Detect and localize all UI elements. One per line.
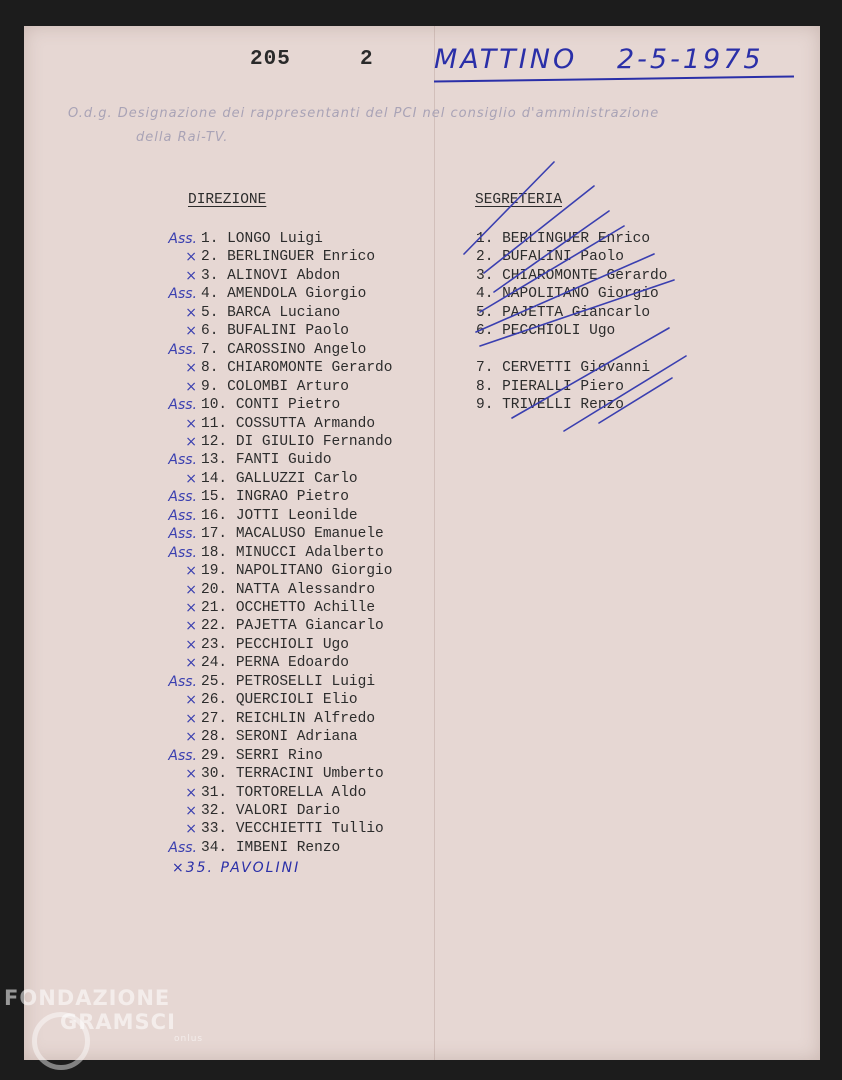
attendance-mark: × bbox=[185, 415, 197, 432]
member-name: CERVETTI Giovanni bbox=[502, 360, 651, 377]
member-name: ALINOVI Abdon bbox=[227, 267, 341, 284]
member-number: 25. bbox=[201, 673, 228, 690]
member-name: CHIAROMONTE Gerardo bbox=[227, 360, 393, 377]
member-name: INGRAO Pietro bbox=[235, 489, 349, 506]
member-number: 6. bbox=[201, 323, 219, 340]
direzione-member-row bbox=[185, 359, 393, 378]
direzione-member-row bbox=[168, 488, 349, 507]
member-name: MINUCCI Adalberto bbox=[235, 544, 384, 561]
direzione-member-row bbox=[185, 433, 393, 452]
meeting-date: 2-5-1975 bbox=[617, 44, 764, 75]
direzione-member-row bbox=[185, 728, 358, 747]
direzione-member-row bbox=[185, 784, 367, 803]
direzione-member-row bbox=[185, 599, 376, 618]
attendance-mark: Ass. bbox=[168, 747, 197, 764]
direzione-member-row bbox=[168, 839, 341, 858]
member-number: 5. bbox=[201, 304, 219, 321]
attendance-mark: × bbox=[185, 636, 197, 653]
member-name: BUFALINI Paolo bbox=[502, 249, 624, 266]
member-name: BERLINGUER Enrico bbox=[502, 231, 651, 247]
member-number: 9. bbox=[201, 378, 219, 395]
segreteria-member-row bbox=[476, 378, 624, 397]
attendance-mark: × bbox=[185, 581, 197, 598]
agenda-line-1: O.d.g. Designazione dei rappresentanti del PCI nel consiglio d'amministrazione bbox=[68, 106, 660, 121]
direzione-member-row bbox=[185, 820, 384, 839]
direzione-member-row bbox=[168, 673, 376, 692]
direzione-member-row bbox=[185, 562, 393, 581]
direzione-member-row bbox=[185, 654, 349, 673]
segreteria-strikethrough-marks bbox=[24, 26, 820, 1060]
member-number: 8. bbox=[201, 360, 219, 377]
attendance-mark: × bbox=[185, 323, 197, 340]
document-sheet bbox=[24, 26, 820, 1060]
member-name: CONTI Pietro bbox=[235, 397, 341, 414]
member-name: PAJETTA Giancarlo bbox=[235, 618, 384, 635]
direzione-member-row bbox=[185, 378, 349, 397]
member-name: COLOMBI Arturo bbox=[227, 378, 349, 395]
direzione-member-row bbox=[185, 267, 341, 286]
member-number: 22. bbox=[201, 618, 228, 635]
member-name: PIERALLI Piero bbox=[502, 378, 624, 395]
attendance-mark: Ass. bbox=[168, 341, 197, 358]
direzione-member-row bbox=[185, 470, 358, 489]
member-name: MACALUSO Emanuele bbox=[235, 526, 384, 543]
member-name: VALORI Dario bbox=[235, 802, 341, 819]
member-number: 9. bbox=[476, 397, 494, 414]
member-number: 31. bbox=[201, 784, 228, 801]
attendance-mark: Ass. bbox=[168, 839, 197, 856]
attendance-mark: × bbox=[185, 267, 197, 284]
member-name: COSSUTTA Armando bbox=[235, 415, 376, 432]
attendance-mark: × bbox=[185, 692, 197, 709]
member-number: 1. bbox=[201, 231, 219, 247]
member-name: DI GIULIO Fernando bbox=[235, 433, 393, 450]
direzione-member-row bbox=[185, 765, 384, 784]
member-number: 12. bbox=[201, 433, 228, 450]
member-number: 2. bbox=[201, 249, 219, 266]
segreteria-member-row bbox=[476, 267, 667, 286]
member-name: GALLUZZI Carlo bbox=[235, 470, 358, 487]
page-number: 2 bbox=[360, 48, 374, 71]
attendance-mark: × bbox=[185, 766, 197, 783]
segreteria-member-row bbox=[476, 285, 659, 304]
member-number: 32. bbox=[201, 802, 228, 819]
attendance-mark: Ass. bbox=[168, 489, 197, 506]
attendance-mark: × bbox=[185, 470, 197, 487]
attendance-mark: Ass. bbox=[168, 397, 197, 414]
member-number: 13. bbox=[201, 452, 228, 469]
member-number: 4. bbox=[476, 286, 494, 303]
direzione-member-row bbox=[185, 581, 376, 600]
direzione-member-row bbox=[168, 747, 323, 766]
attendance-mark: Ass. bbox=[168, 544, 197, 561]
attendance-mark: × bbox=[185, 710, 197, 727]
attendance-mark: × bbox=[185, 563, 197, 580]
direzione-member-row bbox=[168, 451, 332, 470]
member-number: 8. bbox=[476, 378, 494, 395]
attendance-mark: Ass. bbox=[168, 673, 197, 690]
member-number: 10. bbox=[201, 397, 228, 414]
member-name: CAROSSINO Angelo bbox=[227, 341, 367, 358]
member-number: 20. bbox=[201, 581, 228, 598]
member-number: 11. bbox=[201, 415, 228, 432]
member-name: PECCHIOLI Ugo bbox=[235, 636, 349, 653]
segreteria-member-row bbox=[476, 248, 624, 267]
direzione-member-row bbox=[168, 285, 367, 304]
member-name: OCCHETTO Achille bbox=[235, 600, 376, 616]
watermark-line3: onlus bbox=[174, 1034, 204, 1044]
attendance-mark: Ass. bbox=[168, 286, 197, 303]
member-number: 23. bbox=[201, 636, 228, 653]
attendance-mark: × bbox=[185, 249, 197, 266]
attendance-mark: × bbox=[185, 618, 197, 635]
watermark-line2: GRAMSCI bbox=[60, 1010, 176, 1034]
attendance-mark: Ass. bbox=[168, 452, 197, 469]
direzione-heading: DIREZIONE bbox=[188, 192, 267, 208]
member-number: 33. bbox=[201, 821, 228, 838]
direzione-member-row bbox=[185, 636, 349, 655]
member-name: BARCA Luciano bbox=[227, 304, 341, 321]
member-number: 1. bbox=[476, 231, 494, 247]
member-name: LONGO Luigi bbox=[227, 231, 323, 247]
member-number: 28. bbox=[201, 729, 228, 746]
member-name: PERNA Edoardo bbox=[235, 655, 349, 672]
member-name: TERRACINI Umberto bbox=[235, 766, 384, 783]
watermark bbox=[4, 986, 203, 1045]
segreteria-heading: SEGRETERIA bbox=[475, 192, 563, 208]
member-name: PECCHIOLI Ugo bbox=[502, 323, 616, 340]
direzione-member-row bbox=[185, 415, 376, 434]
attendance-mark: × bbox=[185, 378, 197, 395]
member-number: 2. bbox=[476, 249, 494, 266]
member-name: AMENDOLA Giorgio bbox=[227, 286, 367, 303]
member-number: 19. bbox=[201, 563, 228, 580]
member-number: 34. bbox=[201, 839, 228, 856]
member-number: 24. bbox=[201, 655, 228, 672]
direzione-member-row bbox=[168, 396, 341, 415]
member-name: TRIVELLI Renzo bbox=[502, 397, 624, 414]
attendance-mark: Ass. bbox=[168, 507, 197, 524]
handwritten-addition: ×35. PAVOLINI bbox=[172, 860, 301, 876]
direzione-member-row bbox=[185, 710, 376, 729]
direzione-member-row bbox=[168, 230, 323, 249]
member-number: 15. bbox=[201, 489, 228, 506]
member-number: 14. bbox=[201, 470, 228, 487]
member-name: PETROSELLI Luigi bbox=[235, 673, 376, 690]
member-name: TORTORELLA Aldo bbox=[235, 784, 367, 801]
member-number: 5. bbox=[476, 304, 494, 321]
member-number: 27. bbox=[201, 710, 228, 727]
member-name: NATTA Alessandro bbox=[235, 581, 376, 598]
watermark-line1: FONDAZIONE bbox=[4, 986, 171, 1010]
member-name: NAPOLITANO Giorgio bbox=[235, 563, 393, 580]
member-number: 4. bbox=[201, 286, 219, 303]
member-number: 16. bbox=[201, 507, 228, 524]
member-number: 7. bbox=[476, 360, 494, 377]
attendance-mark: × bbox=[185, 360, 197, 377]
member-number: 3. bbox=[201, 267, 219, 284]
member-number: 17. bbox=[201, 526, 228, 543]
attendance-mark: × bbox=[185, 655, 197, 672]
member-number: 18. bbox=[201, 544, 228, 561]
member-name: CHIAROMONTE Gerardo bbox=[502, 267, 668, 284]
member-number: 30. bbox=[201, 766, 228, 783]
attendance-mark: × bbox=[185, 304, 197, 321]
member-name: BERLINGUER Enrico bbox=[227, 249, 376, 266]
segreteria-member-row bbox=[476, 322, 615, 341]
direzione-member-row bbox=[185, 691, 358, 710]
member-name: IMBENI Renzo bbox=[235, 839, 341, 856]
attendance-mark: Ass. bbox=[168, 231, 197, 247]
member-number: 29. bbox=[201, 747, 228, 764]
session-label: MATTINO bbox=[434, 44, 578, 75]
direzione-member-row bbox=[168, 544, 384, 563]
attendance-mark: × bbox=[185, 600, 197, 616]
heading-underline bbox=[434, 75, 794, 82]
agenda-line-2: della Rai-TV. bbox=[136, 130, 229, 145]
member-number: 7. bbox=[201, 341, 219, 358]
member-name: SERRI Rino bbox=[235, 747, 323, 764]
direzione-member-row bbox=[168, 507, 358, 526]
member-name: FANTI Guido bbox=[235, 452, 332, 469]
member-name: NAPOLITANO Giorgio bbox=[502, 286, 659, 303]
attendance-mark: × bbox=[185, 784, 197, 801]
member-number: 21. bbox=[201, 600, 228, 616]
page-fold bbox=[434, 26, 435, 1060]
member-name: VECCHIETTI Tullio bbox=[235, 821, 384, 838]
segreteria-member-row bbox=[476, 304, 650, 323]
direzione-member-row bbox=[185, 322, 349, 341]
member-number: 26. bbox=[201, 692, 228, 709]
member-name: REICHLIN Alfredo bbox=[235, 710, 376, 727]
member-name: SERONI Adriana bbox=[235, 729, 358, 746]
direzione-member-row bbox=[185, 304, 341, 323]
member-name: BUFALINI Paolo bbox=[227, 323, 349, 340]
member-name: JOTTI Leonilde bbox=[235, 507, 358, 524]
member-name: QUERCIOLI Elio bbox=[235, 692, 358, 709]
member-name: PAJETTA Giancarlo bbox=[502, 304, 651, 321]
segreteria-member-row bbox=[476, 230, 650, 249]
direzione-member-row bbox=[185, 248, 376, 267]
attendance-mark: × bbox=[185, 433, 197, 450]
direzione-member-row bbox=[168, 341, 367, 360]
direzione-member-row bbox=[168, 525, 384, 544]
direzione-member-row bbox=[185, 617, 384, 636]
member-number: 3. bbox=[476, 267, 494, 284]
attendance-mark: × bbox=[185, 802, 197, 819]
attendance-mark: × bbox=[185, 821, 197, 838]
attendance-mark: × bbox=[185, 729, 197, 746]
member-number: 6. bbox=[476, 323, 494, 340]
segreteria-member-row bbox=[476, 396, 624, 415]
direzione-member-row bbox=[185, 802, 341, 821]
attendance-mark: Ass. bbox=[168, 526, 197, 543]
doc-number: 205 bbox=[250, 48, 291, 71]
segreteria-member-row bbox=[476, 359, 650, 378]
